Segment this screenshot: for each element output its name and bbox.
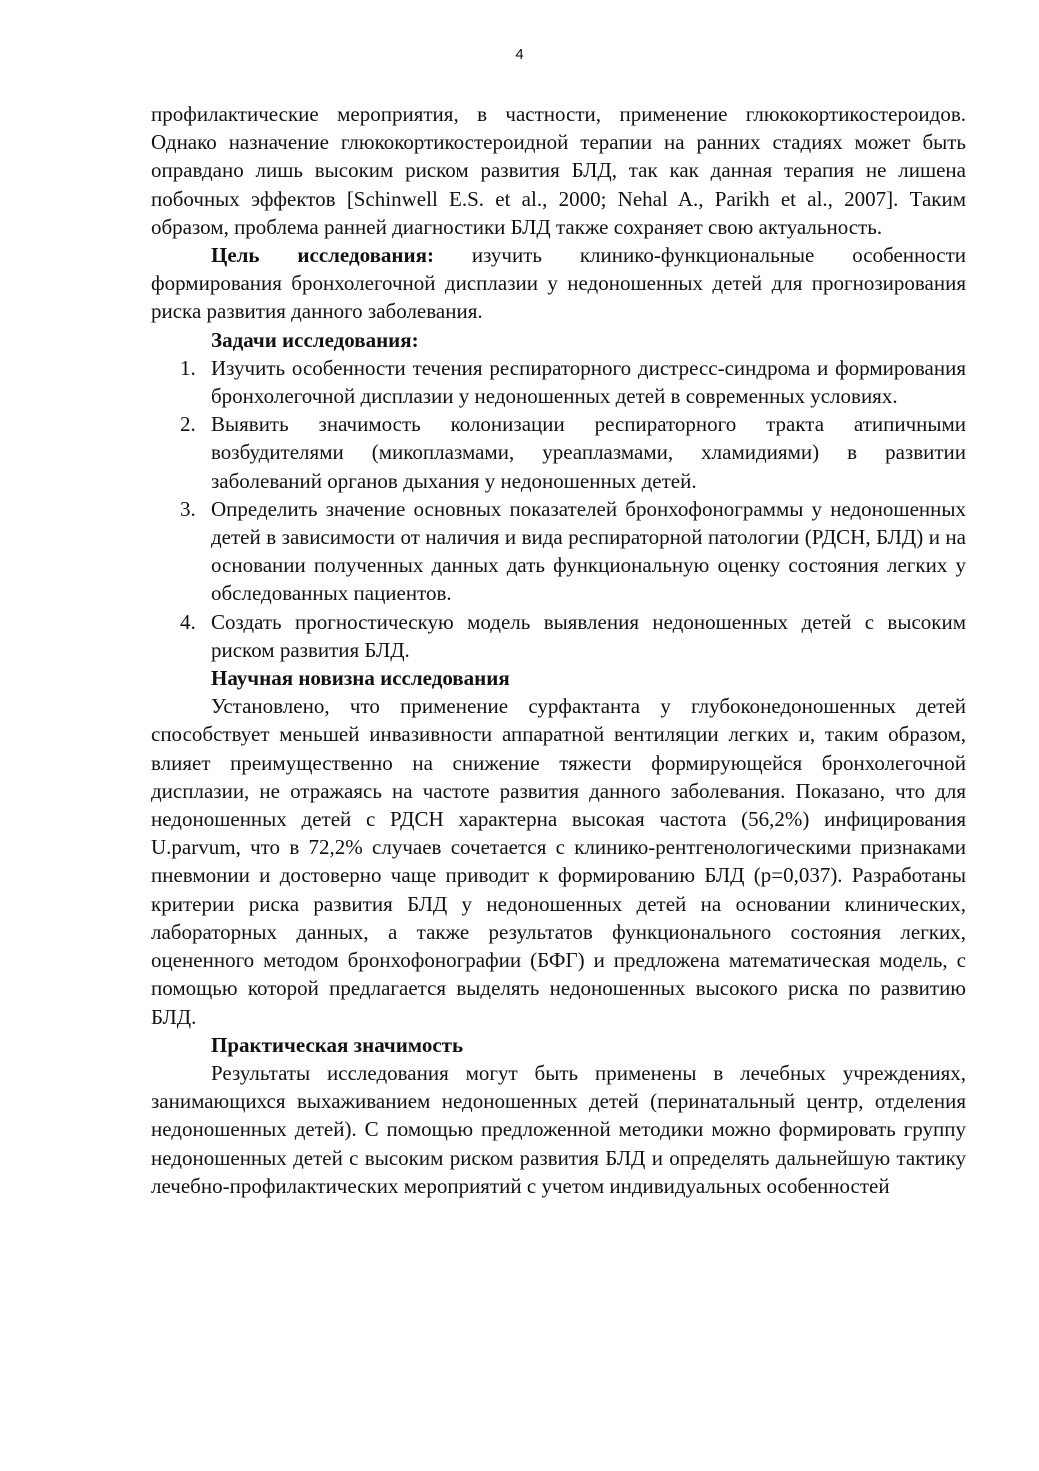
list-item-number: 2. (180, 412, 196, 437)
list-item-text: Создать прогностическую модель выявления недоношенных детей с высоким риском развития БЛД. (211, 609, 966, 662)
continued-paragraph: профилактические мероприятия, в частности, применение глюкокортикостероидов. Однако назначение глюкокортикостероидной терапии на ранних стадиях может быть оправдано лишь высоким риском развития БЛД, так как данная терапия не лишена побочных эффектов [Schinwell E.S. et al., 2000; Nehal A., Parikh et al., 2007]. Таким образом, проблема ранней диагностики БЛД также сохраняет свою актуальность. (151, 102, 966, 239)
list-item (151, 410, 966, 495)
novelty-heading: Научная новизна исследования (211, 666, 510, 691)
list-item-text: Изучить особенности течения респираторного дистресс-синдрома и формирования бронхолегочной дисплазии у недоношенных детей в современных условиях. (211, 355, 966, 409)
page-body (151, 100, 966, 1200)
list-item (151, 608, 966, 664)
page-number: 4 (515, 46, 524, 63)
goal-text: изучить клинико-функциональные особенности формирования бронхолегочной дисплазии у недоношенных детей для прогнозирования риска развития данного заболевания. (151, 243, 966, 324)
goal-paragraph (151, 241, 966, 326)
tasks-list (151, 354, 966, 664)
list-item-text: Определить значение основных показателей бронхофонограммы у недоношенных детей в зависимости от наличия и вида респираторной патологии (РДСН, БЛД) и на основании полученных данных дать функциональную оценку состояния легких у обследованных пациентов. (211, 496, 966, 606)
list-item-text: Выявить значимость колонизации респираторного тракта атипичными возбудителями (микоплазмами, уреаплазмами, хламидиями) в развитии заболеваний органов дыхания у недоношенных детей. (211, 412, 966, 493)
list-item-number: 4. (180, 609, 196, 634)
tasks-heading: Задачи исследования: (211, 327, 419, 352)
novelty-paragraph: Установлено, что применение сурфактанта у глубоконедоношенных детей способствует меньшей инвазивности аппаратной вентиляции легких и, таким образом, влияет преимущественно на снижение тяжести формирующейся бронхолегочной дисплазии, не отражаясь на частоте развития данного заболевания. Показано, что для недоношенных детей с РДСН характерна высокая частота (56,2%) инфицирования U.parvum, что в 72,2% случаев сочетается с клинико-рентгенологическими признаками пневмонии и достоверно чаще приводит к формированию БЛД (р=0,037). Разработаны критерии риска развития БЛД у недоношенных детей на основании клинических, лабораторных данных, а также результатов функционального состояния легких, оцененного методом бронхофонографии (БФГ) и предложена математическая модель, с помощью которой предлагается выделять недоношенных высокого риска по развитию БЛД. (151, 694, 966, 1029)
list-item (151, 495, 966, 608)
practical-paragraph: Результаты исследования могут быть применены в лечебных учреждениях, занимающихся выхаживанием недоношенных детей (перинатальный центр, отделения недоношенных детей). С помощью предложенной методики можно формировать группу недоношенных детей с высоким риском развития БЛД и определять дальнейшую тактику лечебно-профилактических мероприятий с учетом индивидуальных особенностей (151, 1060, 966, 1198)
practical-heading: Практическая значимость (211, 1032, 464, 1057)
goal-label: Цель исследования: (211, 243, 434, 268)
list-item (151, 354, 966, 410)
list-item-number: 1. (180, 355, 196, 380)
list-item-number: 3. (180, 496, 196, 521)
